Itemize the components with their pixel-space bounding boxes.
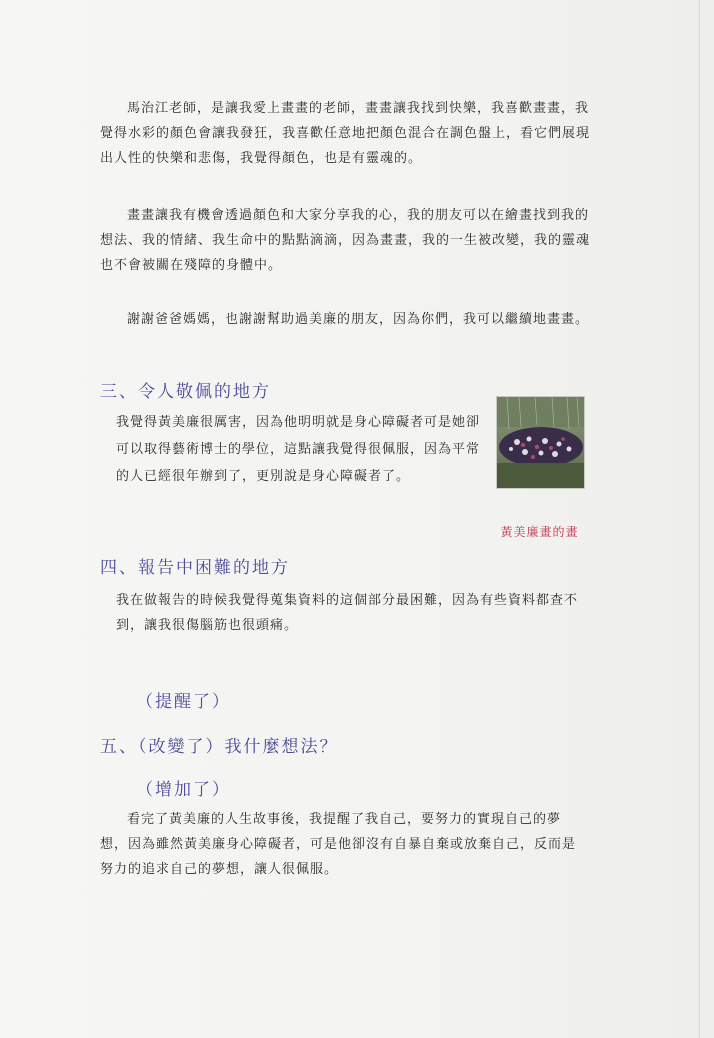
- section3-heading: 三、令人敬佩的地方: [100, 382, 271, 402]
- painting-image: [496, 396, 585, 489]
- insert-added: （增加了）: [136, 780, 231, 800]
- section5-body: 看完了黃美廉的人生故事後，我提醒了我自己，要努力的實現自己的夢想，因為雖然黃美廉身心障礙者，可是他卻沒有自暴自棄或放棄自己，反而是努力的追求自己的夢想，讓人很佩服。: [100, 812, 577, 877]
- section4-heading: 四、報告中困難的地方: [100, 558, 290, 578]
- paragraph-sharing: 畫畫讓我有機會透過顏色和大家分享我的心，我的朋友可以在繪畫找到我的想法、我的情緒、我生命中的點點滴滴，因為畫畫，我的一生被改變，我的靈魂也不會被關在殘障的身體中。: [100, 208, 591, 273]
- paragraph-teacher: 馬治江老師，是讓我愛上畫畫的老師，畫畫讓我找到快樂，我喜歡畫畫，我覺得水彩的顏色會讓我發狂，我喜歡任意地把顏色混合在調色盤上，看它們展現出人性的快樂和悲傷，我覺得顏色，也是有靈魂的。: [100, 101, 591, 166]
- paragraph-thanks: 謝謝爸爸媽媽，也謝謝幫助過美廉的朋友，因為你們，我可以繼續地畫畫。: [127, 312, 590, 327]
- page-edge: [699, 0, 700, 1038]
- section3-body: 我覺得黃美廉很厲害，因為他明明就是身心障礙者可是她卻可以取得藝術博士的學位，這點讓我覺得很佩服，因為平常的人已經很年辦到了，更別說是身心障礙者了。: [116, 415, 481, 484]
- flower-painting-icon: [497, 397, 584, 488]
- section5-heading: 五、（改變了）我什麼想法？: [100, 737, 339, 757]
- painting-caption: 黃美廉畫的畫: [500, 525, 579, 539]
- insert-reminded: （提醒了）: [136, 692, 231, 712]
- section4-body: 我在做報告的時候我覺得蒐集資料的這個部分最困難，因為有些資料都查不到，讓我很傷腦筋也很頭痛。: [116, 593, 579, 633]
